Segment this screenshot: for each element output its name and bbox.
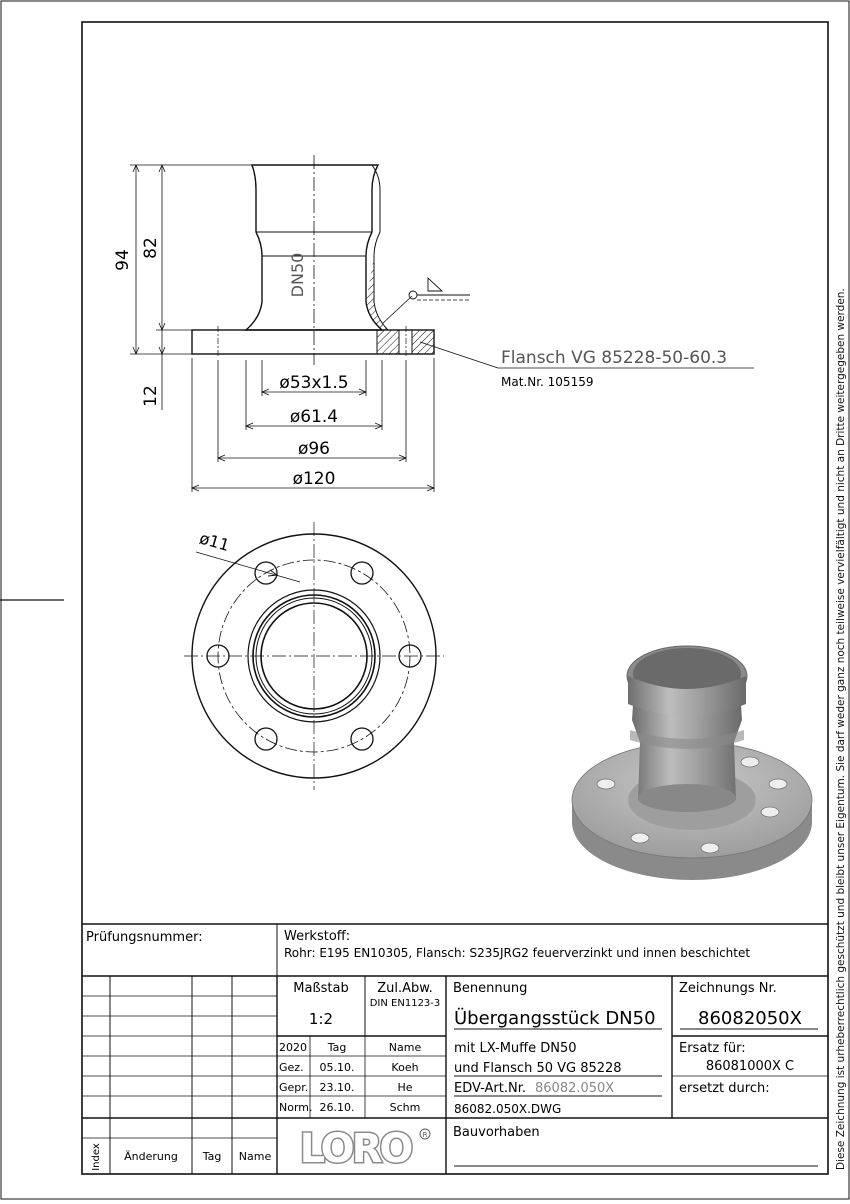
massstab-label: Maßstab [293, 981, 349, 996]
zulabw-label: Zul.Abw. [377, 981, 433, 996]
pruefung-label: Prüfungsnummer: [86, 930, 203, 945]
edv-value: 86082.050X [535, 1081, 615, 1096]
benennung-value: Übergangsstück DN50 [454, 1008, 656, 1029]
zeichnungs-value: 86082050X [698, 1008, 802, 1029]
row-norm: Norm. [279, 1101, 313, 1114]
desc-line2: und Flansch 50 VG 85228 [454, 1061, 622, 1076]
zulabw-norm: DIN EN1123-3 [369, 998, 441, 1009]
top-view [184, 522, 444, 790]
dim-82-label: 82 [141, 237, 161, 259]
row-gepr-name: He [397, 1081, 413, 1094]
rev-name: Name [238, 1150, 272, 1163]
dn-label: DN50 [288, 252, 307, 298]
massstab-value: 1:2 [308, 1010, 334, 1028]
dia-96-label: ø96 [297, 439, 331, 459]
ersatz-fuer-label: Ersatz für: [679, 1041, 746, 1056]
row-gez-name: Koeh [391, 1061, 419, 1074]
year: 2020 [279, 1041, 307, 1054]
dia-120-label: ø120 [292, 469, 336, 489]
rev-index: Index [91, 1143, 102, 1171]
rev-tag: Tag [202, 1150, 222, 1163]
title-block-text [86, 929, 802, 1171]
col-tag: Tag [327, 1041, 347, 1054]
ersetzt-durch-label: ersetzt durch: [679, 1081, 770, 1096]
dia-53-label: ø53x1.5 [279, 373, 349, 393]
desc-line1: mit LX-Muffe DN50 [454, 1041, 577, 1056]
dia-61-label: ø61.4 [289, 407, 339, 427]
row-gepr: Gepr. [279, 1081, 309, 1094]
dia-11-label: ø11 [197, 528, 232, 556]
svg-text:R: R [422, 1131, 428, 1139]
werkstoff-label: Werkstoff: [284, 929, 351, 944]
rev-aenderung: Änderung [124, 1150, 178, 1163]
benennung-label: Benennung [453, 981, 528, 996]
dim-94-label: 94 [113, 249, 133, 271]
edv-label: EDV-Art.Nr. [454, 1081, 527, 1096]
row-norm-tag: 26.10. [319, 1101, 355, 1114]
part-3d-render [572, 646, 812, 880]
werkstoff-text: Rohr: E195 EN10305, Flansch: S235JRG2 feuerverzinkt und innen beschichtet [284, 946, 751, 960]
row-gez-tag: 05.10. [319, 1061, 355, 1074]
logo-text: LORO [299, 1126, 411, 1172]
row-norm-name: Schm [389, 1101, 421, 1114]
row-gez: Gez. [279, 1061, 304, 1074]
bauvorhaben-label: Bauvorhaben [453, 1125, 540, 1140]
dwg-file: 86082.050X.DWG [454, 1102, 562, 1116]
row-gepr-tag: 23.10. [319, 1081, 355, 1094]
part-callout: Flansch VG 85228-50-60.3 [501, 348, 728, 368]
dimensions [130, 165, 754, 492]
loro-logo [290, 1124, 430, 1172]
side-view [192, 155, 470, 365]
zeichnungs-label: Zeichnungs Nr. [679, 981, 777, 996]
material-number: Mat.Nr. 105159 [501, 375, 594, 389]
col-name: Name [388, 1041, 422, 1054]
ersatz-fuer-value: 86081000X C [705, 1059, 795, 1074]
copyright-notice: Diese Zeichnung ist urheberrechtlich geschützt und bleibt unser Eigentum. Sie darf weder ganz noch teilweise vervielfältigt und nicht an Dritte weitergegeben werden. [835, 288, 847, 1170]
dim-12-label: 12 [141, 385, 161, 407]
